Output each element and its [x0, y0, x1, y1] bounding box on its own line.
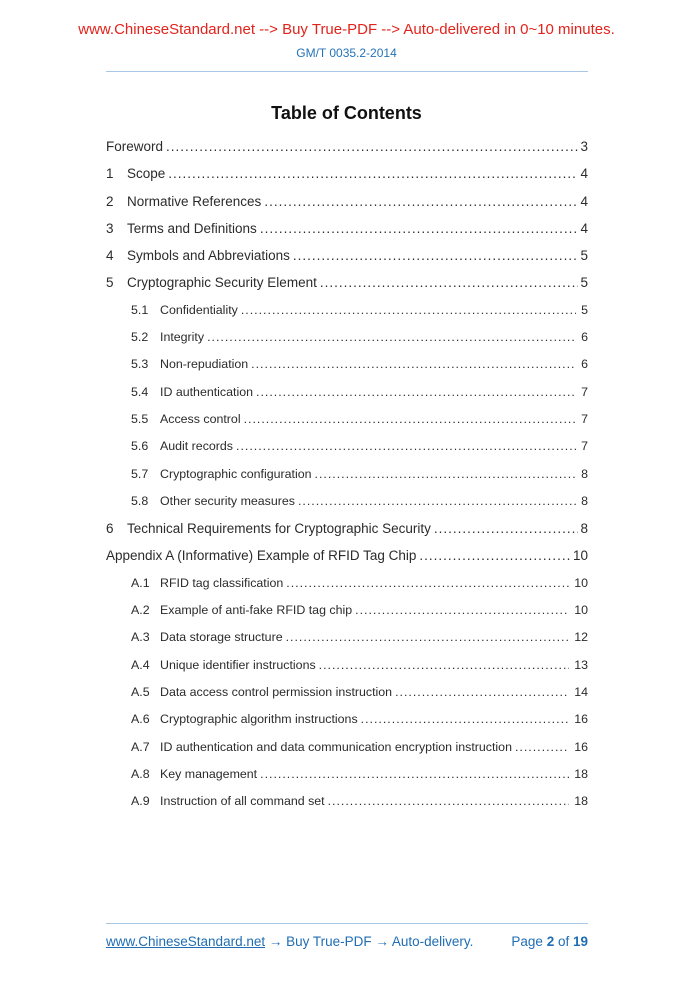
toc-entry	[106, 248, 588, 275]
toc-entry-number: 5.8	[131, 493, 149, 508]
toc-entry	[106, 658, 588, 685]
toc-entry-page: 3	[580, 139, 588, 154]
page-footer	[106, 923, 588, 949]
toc-entry-label: Cryptographic algorithm instructions	[160, 712, 358, 727]
footer-promo-rest: → Buy True-PDF → Auto-delivery.	[265, 934, 474, 949]
toc-entry-number: 5.3	[131, 357, 149, 372]
toc-entry-number: A.1	[131, 575, 150, 590]
toc-entry-number: A.7	[131, 739, 150, 754]
toc-leader-dots	[264, 194, 578, 209]
toc-leader-dots	[395, 685, 569, 699]
toc-leader-dots	[236, 439, 576, 453]
footer-page-current: 2	[546, 934, 555, 949]
toc-entry-page: 10	[572, 548, 588, 564]
toc-entry	[106, 139, 588, 166]
toc-entry-page: 18	[574, 794, 588, 809]
toc-leader-dots	[166, 139, 578, 154]
toc-entry-number: 2	[106, 193, 114, 209]
toc-entry	[106, 712, 588, 739]
toc-entry-page: 16	[574, 712, 588, 727]
header-divider	[106, 71, 588, 72]
toc-entry-number: A.9	[131, 794, 150, 809]
toc-entry-label: Non-repudiation	[160, 357, 249, 372]
toc-leader-dots	[260, 767, 569, 781]
toc-entry	[106, 630, 588, 657]
toc-entry	[106, 166, 588, 193]
toc-entry	[106, 385, 588, 412]
toc-entry	[106, 767, 588, 794]
toc-entry-number: 5	[106, 275, 114, 291]
toc-entry-page: 12	[574, 630, 588, 645]
toc-entry-number: 5.7	[131, 466, 149, 481]
toc-entry-page: 4	[580, 220, 588, 236]
toc-leader-dots	[207, 330, 576, 344]
toc-entry-page: 16	[574, 739, 588, 754]
toc-leader-dots	[419, 548, 571, 563]
toc-entry-label: Normative References	[127, 193, 262, 209]
toc-entry-page: 8	[581, 493, 588, 508]
footer-page-total: 19	[572, 934, 588, 949]
toc-entry-label: Confidentiality	[160, 302, 238, 317]
toc-leader-dots	[168, 166, 578, 181]
toc-entry	[106, 221, 588, 248]
toc-leader-dots	[260, 221, 579, 236]
toc-list	[106, 139, 588, 821]
toc-entry	[106, 603, 588, 630]
toc-entry	[106, 194, 588, 221]
toc-leader-dots	[319, 658, 570, 672]
toc-entry-label: Other security measures	[160, 493, 295, 508]
toc-leader-dots	[515, 740, 569, 754]
toc-entry-number: 5.2	[131, 330, 149, 345]
toc-entry-label: Technical Requirements for Cryptographic Security	[127, 521, 431, 537]
toc-entry-page: 7	[581, 384, 588, 399]
toc-entry-number: 5.6	[131, 439, 149, 454]
toc-entry-number: 3	[106, 220, 114, 236]
document-number: GM/T 0035.2-2014	[296, 46, 397, 60]
toc-entry-page: 4	[580, 193, 588, 209]
footer-site-link[interactable]: www.ChineseStandard.net	[106, 934, 266, 949]
toc-entry-label: Data access control permission instruction	[160, 684, 393, 699]
toc-entry-number: 5.5	[131, 411, 149, 426]
toc-entry-number: 5.4	[131, 384, 149, 399]
toc-entry-number: 4	[106, 248, 114, 264]
toc-entry	[106, 685, 588, 712]
toc-entry-label: Symbols and Abbreviations	[127, 248, 290, 264]
toc-entry-label: Access control	[160, 411, 241, 426]
footer-page-indicator	[511, 934, 588, 949]
toc-leader-dots	[328, 794, 570, 808]
toc-entry-number: A.3	[131, 630, 150, 645]
toc-entry-number: 5.1	[131, 302, 149, 317]
toc-entry	[106, 548, 588, 575]
toc-entry	[106, 439, 588, 466]
toc-entry-label: Instruction of all command set	[160, 794, 325, 809]
toc-leader-dots	[293, 248, 579, 263]
toc-entry-page: 7	[581, 411, 588, 426]
toc-leader-dots	[361, 712, 570, 726]
toc-entry	[106, 303, 588, 330]
toc-entry-number: A.2	[131, 603, 150, 618]
toc-entry-page: 8	[580, 521, 588, 537]
footer-promo	[106, 934, 473, 949]
toc-entry-page: 6	[581, 330, 588, 345]
toc-entry-label: ID authentication and data communication encryption instruction	[160, 739, 512, 754]
toc-entry-label: Appendix A (Informative) Example of RFID Tag Chip	[106, 548, 417, 564]
toc-entry	[106, 794, 588, 821]
toc-entry-page: 10	[574, 603, 588, 618]
toc-leader-dots	[286, 576, 569, 590]
toc-entry-number: 1	[106, 166, 114, 182]
toc-entry	[106, 467, 588, 494]
toc-entry-page: 5	[580, 248, 588, 264]
toc-entry	[106, 357, 588, 384]
toc-entry-label: Unique identifier instructions	[160, 657, 316, 672]
page-title: Table of Contents	[271, 103, 422, 123]
toc-entry	[106, 740, 588, 767]
toc-entry-label: Cryptographic configuration	[160, 466, 312, 481]
toc-entry-page: 10	[574, 575, 588, 590]
toc-entry-page: 7	[581, 439, 588, 454]
toc-entry-number: A.6	[131, 712, 150, 727]
toc-entry-label: Key management	[160, 766, 258, 781]
toc-entry-page: 8	[581, 466, 588, 481]
toc-entry	[106, 275, 588, 302]
header-promo-text: www.ChineseStandard.net --> Buy True-PDF --> Auto-delivered in 0~10 minutes.	[78, 21, 615, 38]
toc-entry-label: Audit records	[160, 439, 234, 454]
toc-entry-page: 14	[574, 684, 588, 699]
toc-entry-page: 5	[581, 302, 588, 317]
toc-entry-label: Scope	[127, 166, 166, 182]
toc-entry	[106, 494, 588, 521]
toc-leader-dots	[256, 385, 576, 399]
toc-entry-page: 4	[580, 166, 588, 182]
toc-entry-label: RFID tag classification	[160, 575, 284, 590]
toc-leader-dots	[315, 467, 577, 481]
toc-leader-dots	[320, 275, 579, 290]
toc-entry-label: Data storage structure	[160, 630, 283, 645]
toc-entry-label: Example of anti-fake RFID tag chip	[160, 603, 353, 618]
toc-entry-number: A.8	[131, 766, 150, 781]
toc-entry-label: Cryptographic Security Element	[127, 275, 317, 291]
document-page	[0, 21, 693, 1001]
toc-leader-dots	[244, 412, 577, 426]
toc-leader-dots	[434, 521, 579, 536]
toc-leader-dots	[241, 303, 576, 317]
toc-entry-page: 13	[574, 657, 588, 672]
toc-entry-label: Terms and Definitions	[127, 220, 257, 236]
toc-leader-dots	[355, 603, 569, 617]
toc-leader-dots	[286, 630, 570, 644]
toc-entry-label: Foreword	[106, 139, 164, 154]
toc-leader-dots	[251, 357, 576, 371]
toc-entry-page: 6	[581, 357, 588, 372]
footer-page-of: of	[554, 934, 573, 949]
toc-entry-label: Integrity	[160, 330, 205, 345]
toc-leader-dots	[298, 494, 576, 508]
toc-entry	[106, 330, 588, 357]
toc-entry-number: A.5	[131, 684, 150, 699]
toc-entry-page: 5	[580, 275, 588, 291]
toc-entry	[106, 576, 588, 603]
toc-entry-label: ID authentication	[160, 384, 253, 399]
toc-entry	[106, 521, 588, 548]
toc-entry-page: 18	[574, 766, 588, 781]
toc-entry-number: 6	[106, 521, 114, 537]
toc-entry	[106, 412, 588, 439]
footer-page-prefix: Page	[511, 934, 547, 949]
toc-entry-number: A.4	[131, 657, 150, 672]
